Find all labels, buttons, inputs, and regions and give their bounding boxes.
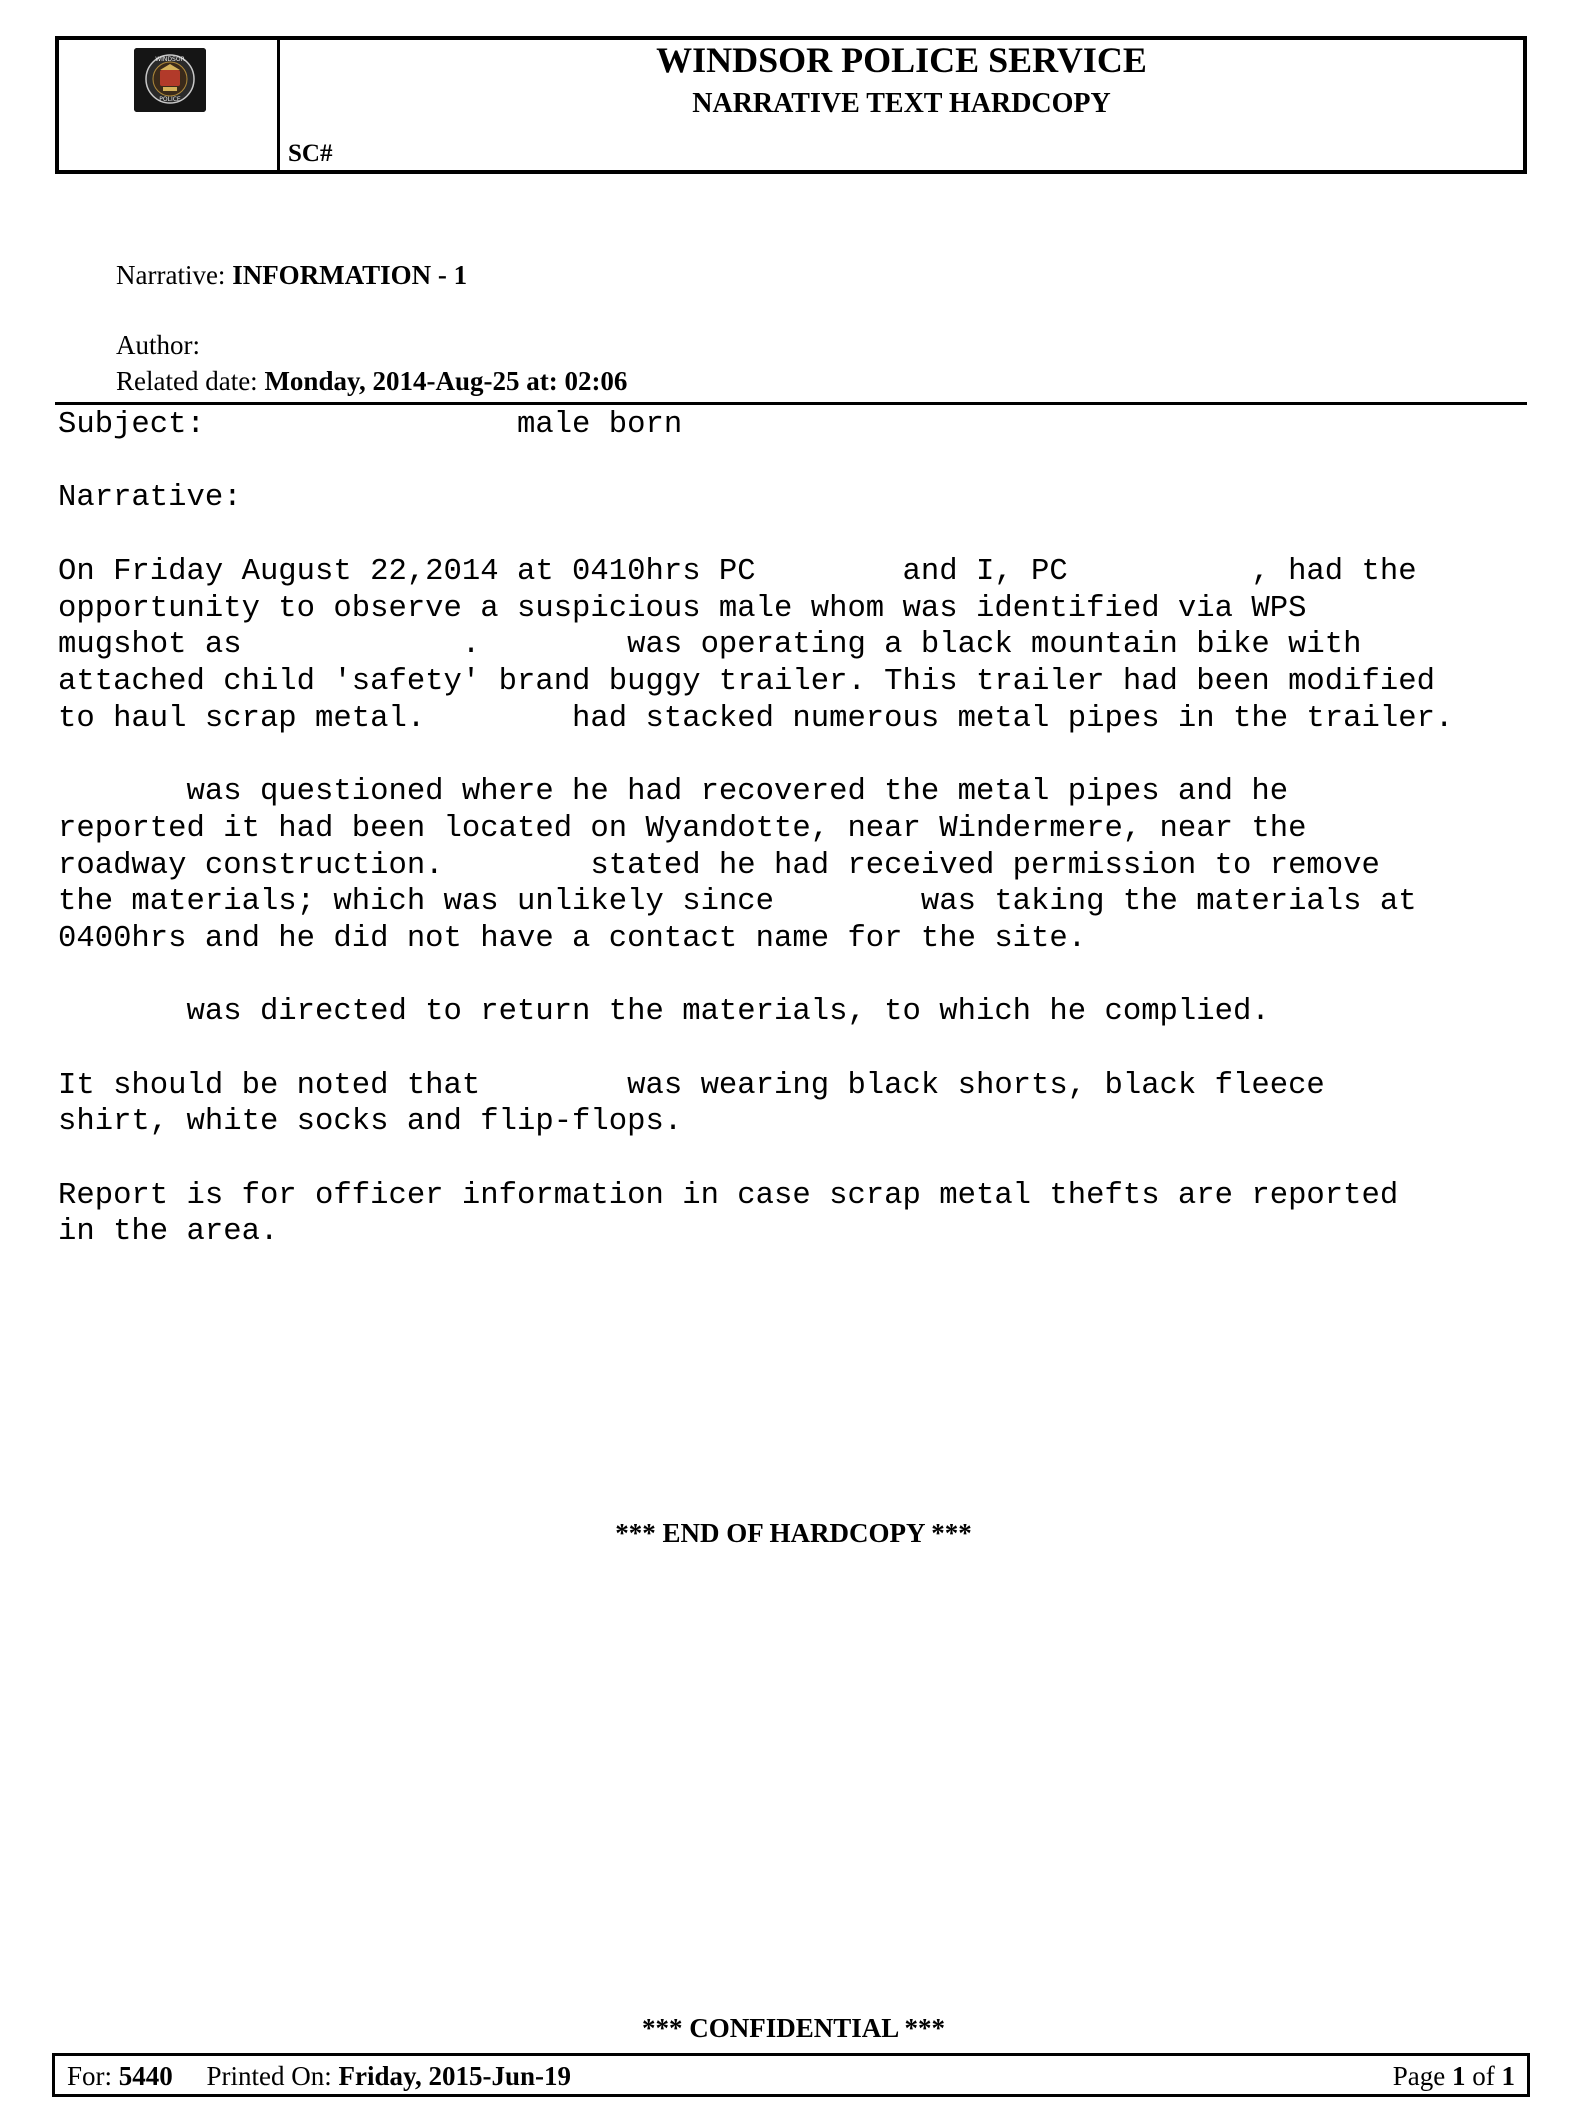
page-current: 1 xyxy=(1452,2061,1466,2091)
footer-bar xyxy=(52,2053,1530,2097)
narrative-line: opportunity to observe a suspicious male whom was identified via WPS xyxy=(58,591,1307,626)
narrative-line: Report is for officer information in case scrap metal thefts are reported xyxy=(58,1178,1399,1213)
page-label: Page xyxy=(1392,2061,1446,2091)
narrative-line: was directed to return the materials, to which he complied. xyxy=(58,995,1270,1030)
narrative-line xyxy=(58,737,1528,774)
narrative-line: mugshot as . was operating a black mountain bike with xyxy=(58,628,1362,663)
narrative-line: attached child 'safety' brand buggy trailer. This trailer had been modified xyxy=(58,665,1435,700)
header-box xyxy=(55,36,1527,174)
author-label: Author: xyxy=(116,330,200,360)
narrative-type-line xyxy=(116,260,467,291)
badge-text-top: WINDSOR xyxy=(155,56,185,63)
related-date-label: Related date: xyxy=(116,366,258,396)
subject-value: male born xyxy=(516,408,683,442)
printed-on-label: Printed On: xyxy=(206,2061,332,2091)
page-indicator xyxy=(1393,2061,1515,2092)
end-of-hardcopy: *** END OF HARDCOPY *** xyxy=(615,1518,972,1548)
narrative-type-value: INFORMATION - 1 xyxy=(232,260,468,290)
narrative-line: shirt, white socks and flip-flops. xyxy=(58,1105,683,1140)
narrative-line xyxy=(58,1141,1528,1178)
related-date-line xyxy=(116,366,627,397)
narrative-line: the materials; which was unlikely since was taking the materials at xyxy=(58,885,1417,920)
related-date-value: Monday, 2014-Aug-25 at: 02:06 xyxy=(264,366,628,396)
logo-cell xyxy=(59,40,280,170)
printed-on-value: Friday, 2015-Jun-19 xyxy=(338,2061,572,2091)
badge-text-bottom: POLICE xyxy=(159,96,181,103)
for-value: 5440 xyxy=(118,2061,173,2091)
for-label: For: xyxy=(67,2061,113,2091)
narrative-line: roadway construction. stated he had received permission to remove xyxy=(58,848,1380,883)
narrative-line: On Friday August 22,2014 at 0410hrs PC and I, PC , had the xyxy=(58,555,1417,589)
narrative-line: to haul scrap metal. had stacked numerous metal pipes in the trailer. xyxy=(58,701,1454,736)
sc-number-label: SC# xyxy=(288,140,333,167)
narrative-body xyxy=(58,554,1528,1251)
narrative-line: in the area. xyxy=(58,1215,279,1250)
narrative-line: reported it had been located on Wyandotte, near Windermere, near the xyxy=(58,811,1307,846)
page-of: of xyxy=(1472,2061,1495,2091)
badge-graphic xyxy=(134,48,206,112)
footer-left xyxy=(67,2061,571,2092)
confidential-marking: *** CONFIDENTIAL *** xyxy=(641,2013,946,2043)
narrative-type-label: Narrative: xyxy=(116,260,226,290)
narrative-line: 0400hrs and he did not have a contact name for the site. xyxy=(58,921,1087,956)
document-title: WINDSOR POLICE SERVICE xyxy=(656,40,1147,80)
subject-label: Subject: xyxy=(58,408,205,442)
header-divider xyxy=(55,402,1527,405)
page-total: 1 xyxy=(1501,2061,1515,2091)
narrative-line: was questioned where he had recovered the metal pipes and he xyxy=(58,775,1289,810)
narrative-line xyxy=(58,1031,1528,1068)
narrative-line xyxy=(58,958,1528,995)
author-line xyxy=(116,330,200,361)
narrative-heading: Narrative: xyxy=(58,481,242,515)
narrative-line: It should be noted that was wearing black shorts, black fleece xyxy=(58,1068,1325,1103)
document-subtitle: NARRATIVE TEXT HARDCOPY xyxy=(692,88,1111,119)
subject-line xyxy=(58,407,1528,444)
windsor-police-badge-logo xyxy=(134,48,206,112)
